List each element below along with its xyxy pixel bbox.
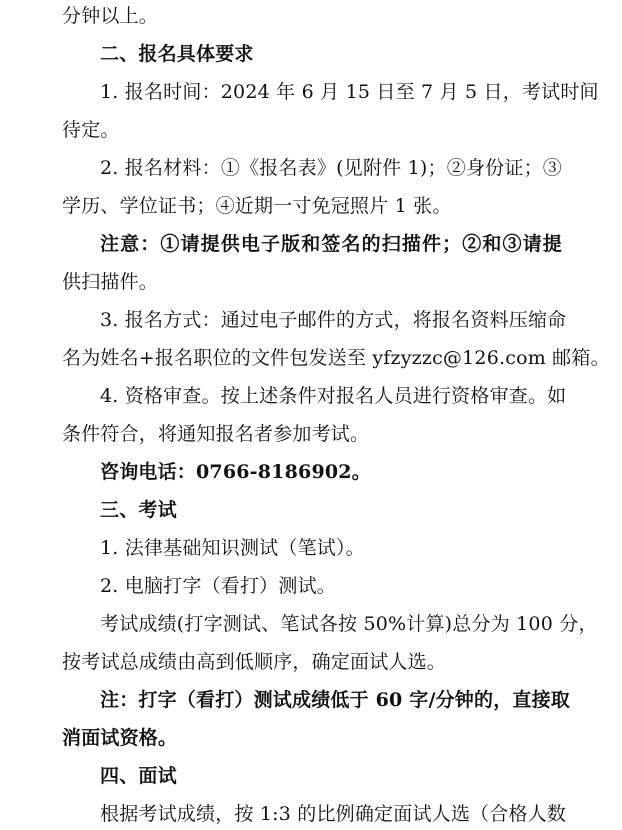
paragraph-line: 供扫描件。 xyxy=(62,271,159,293)
paragraph-line: 按考试总成绩由高到低顺序，确定面试人选。 xyxy=(62,651,447,673)
paragraph-line: 待定。 xyxy=(62,119,120,141)
paragraph-line: 2. 报名材料：①《报名表》(见附件 1)；②身份证；③ xyxy=(100,157,562,179)
section-heading: 二、报名具体要求 xyxy=(100,43,254,65)
contact-phone: 咨询电话：0766-8186902。 xyxy=(100,461,371,483)
section-heading: 三、考试 xyxy=(100,499,177,521)
note-line: 消面试资格。 xyxy=(62,727,178,749)
paragraph-line: 3. 报名方式：通过电子邮件的方式，将报名资料压缩命 xyxy=(100,309,567,331)
paragraph-line: 2. 电脑打字（看打）测试。 xyxy=(100,575,336,597)
paragraph-line: 1. 报名时间：2024 年 6 月 15 日至 7 月 5 日，考试时间 xyxy=(100,81,599,103)
paragraph-line: 学历、学位证书；④近期一寸免冠照片 1 张。 xyxy=(62,195,452,217)
section-heading: 四、面试 xyxy=(100,765,177,787)
paragraph-line: 条件符合，将通知报名者参加考试。 xyxy=(62,423,370,445)
paragraph-line: 分钟以上。 xyxy=(62,5,159,27)
paragraph-line: 1. 法律基础知识测试（笔试）。 xyxy=(100,537,365,559)
note-line: 注意：①请提供电子版和签名的扫描件；②和③请提 xyxy=(100,233,562,255)
paragraph-line: 根据考试成绩，按 1:3 的比例确定面试人选（合格人数 xyxy=(100,803,567,825)
note-line: 注：打字（看打）测试成绩低于 60 字/分钟的，直接取 xyxy=(100,689,571,711)
paragraph-line: 名为姓名+报名职位的文件包发送至 yfzyzzc@126.com 邮箱。 xyxy=(62,347,610,369)
paragraph-line: 考试成绩(打字测试、笔试各按 50%计算)总分为 100 分， xyxy=(100,613,598,635)
paragraph-line: 4. 资格审查。按上述条件对报名人员进行资格审查。如 xyxy=(100,385,567,407)
